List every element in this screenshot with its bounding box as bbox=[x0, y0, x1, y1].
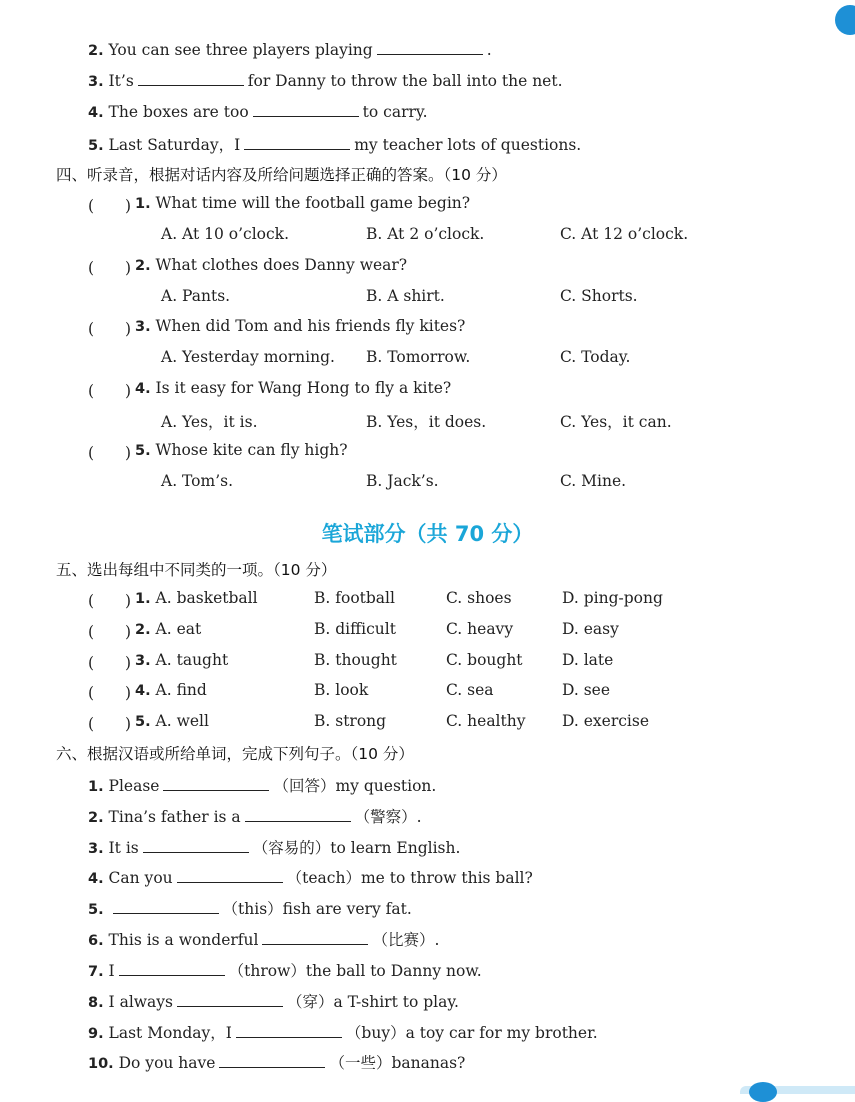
fill-blank-item: 5. （this）fish are very fat. bbox=[88, 900, 412, 918]
part6-heading: 六、根据汉语或所给单词，完成下列句子。（10 分） bbox=[56, 745, 414, 763]
answer-paren[interactable]: ( ) bbox=[88, 715, 132, 733]
option-b: B. look bbox=[314, 681, 369, 699]
written-part-title: 笔试部分（共 70 分） bbox=[321, 522, 534, 546]
answer-paren[interactable]: ( ) bbox=[88, 654, 132, 672]
answer-paren[interactable]: ( ) bbox=[88, 382, 132, 400]
fill-blank-item: 7. I （throw）the ball to Danny now. bbox=[88, 962, 482, 980]
option-d: D. ping-pong bbox=[562, 589, 663, 607]
fill-blank-item: 9. Last Monday，I （buy）a toy car for my brother. bbox=[88, 1024, 598, 1042]
answer-paren[interactable]: ( ) bbox=[88, 684, 132, 702]
footer-decoration-dot bbox=[749, 1082, 777, 1102]
option-b: B. Tomorrow. bbox=[366, 348, 471, 366]
answer-paren[interactable]: ( ) bbox=[88, 444, 132, 462]
answer-blank[interactable] bbox=[177, 868, 283, 883]
fill-blank-item: 4. The boxes are too to carry. bbox=[88, 103, 428, 121]
answer-blank[interactable] bbox=[163, 776, 269, 791]
fill-blank-item: 2. You can see three players playing . bbox=[88, 41, 492, 59]
fill-blank-item: 4. Can you （teach）me to throw this ball? bbox=[88, 869, 533, 887]
answer-paren[interactable]: ( ) bbox=[88, 259, 132, 277]
option-a: A. Tom’s. bbox=[161, 472, 234, 490]
fill-blank-item: 1. Please （回答）my question. bbox=[88, 777, 437, 795]
option-c: C. Yes，it can. bbox=[560, 413, 672, 431]
answer-paren[interactable]: ( ) bbox=[88, 623, 132, 641]
fill-blank-item: 6. This is a wonderful （比赛）. bbox=[88, 931, 440, 949]
option-c: C. Shorts. bbox=[560, 287, 638, 305]
answer-blank[interactable] bbox=[138, 71, 244, 86]
answer-paren[interactable]: ( ) bbox=[88, 320, 132, 338]
option-b: B. thought bbox=[314, 651, 397, 669]
option-a: A. Yes，it is. bbox=[161, 413, 258, 431]
answer-blank[interactable] bbox=[245, 807, 351, 822]
answer-blank[interactable] bbox=[177, 992, 283, 1007]
option-c: C. At 12 o’clock. bbox=[560, 225, 689, 243]
fill-blank-item: 3. It’s for Danny to throw the ball into the net. bbox=[88, 72, 563, 90]
option-c: C. bought bbox=[446, 651, 523, 669]
fill-blank-item: 2. Tina’s father is a （警察）. bbox=[88, 808, 422, 826]
answer-blank[interactable] bbox=[219, 1053, 325, 1068]
option-d: D. easy bbox=[562, 620, 619, 638]
answer-blank[interactable] bbox=[113, 899, 219, 914]
option-b: B. football bbox=[314, 589, 395, 607]
option-a: A. Pants. bbox=[161, 287, 231, 305]
option-c: C. healthy bbox=[446, 712, 526, 730]
option-c: C. Mine. bbox=[560, 472, 627, 490]
option-c: C. sea bbox=[446, 681, 494, 699]
answer-blank[interactable] bbox=[244, 135, 350, 150]
option-c: C. shoes bbox=[446, 589, 512, 607]
corner-decoration bbox=[835, 5, 855, 35]
option-a: A. Yesterday morning. bbox=[161, 348, 335, 366]
option-a: A. At 10 o’clock. bbox=[161, 225, 290, 243]
option-b: B. difficult bbox=[314, 620, 396, 638]
option-b: B. At 2 o’clock. bbox=[366, 225, 485, 243]
option-d: D. see bbox=[562, 681, 611, 699]
part4-heading: 四、听录音，根据对话内容及所给问题选择正确的答案。（10 分） bbox=[56, 166, 507, 184]
answer-blank[interactable] bbox=[262, 930, 368, 945]
answer-blank[interactable] bbox=[377, 40, 483, 55]
fill-blank-item: 5. Last Saturday，I my teacher lots of questions. bbox=[88, 136, 582, 154]
option-d: D. late bbox=[562, 651, 614, 669]
option-b: B. Jack’s. bbox=[366, 472, 439, 490]
option-b: B. A shirt. bbox=[366, 287, 445, 305]
fill-blank-item: 3. It is （容易的）to learn English. bbox=[88, 839, 461, 857]
fill-blank-item: 10. Do you have （一些）bananas? bbox=[88, 1054, 466, 1072]
answer-paren[interactable]: ( ) bbox=[88, 592, 132, 610]
answer-blank[interactable] bbox=[119, 961, 225, 976]
answer-blank[interactable] bbox=[143, 838, 249, 853]
option-b: B. strong bbox=[314, 712, 387, 730]
option-d: D. exercise bbox=[562, 712, 649, 730]
option-c: C. heavy bbox=[446, 620, 514, 638]
option-b: B. Yes，it does. bbox=[366, 413, 487, 431]
answer-blank[interactable] bbox=[236, 1023, 342, 1038]
answer-paren[interactable]: ( ) bbox=[88, 197, 132, 215]
answer-blank[interactable] bbox=[253, 102, 359, 117]
option-c: C. Today. bbox=[560, 348, 631, 366]
part5-heading: 五、选出每组中不同类的一项。（10 分） bbox=[56, 561, 337, 579]
fill-blank-item: 8. I always （穿）a T-shirt to play. bbox=[88, 993, 459, 1011]
